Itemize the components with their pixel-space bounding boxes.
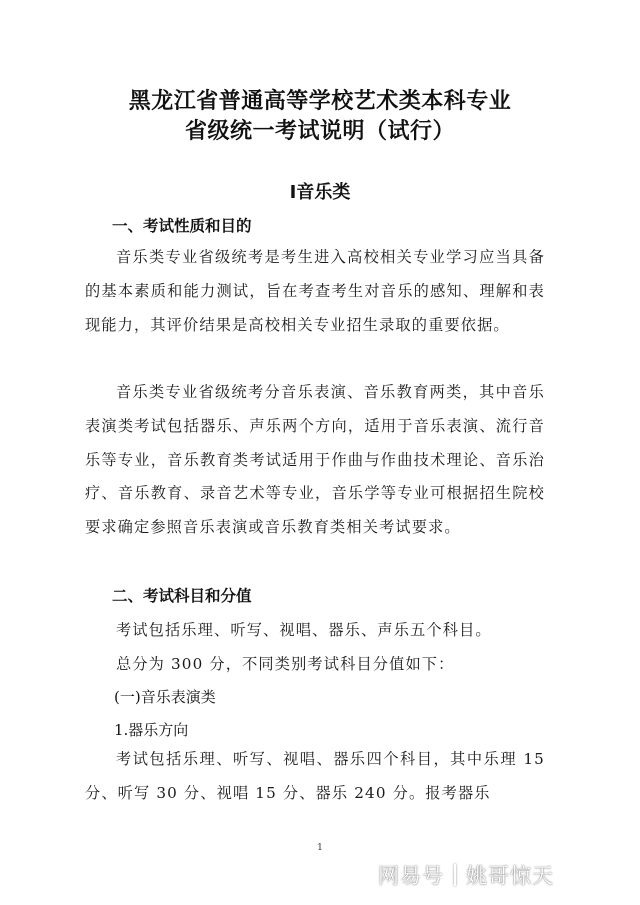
subjects-line: 考试包括乐理、听写、视唱、器乐、声乐五个科目。 xyxy=(116,621,492,639)
watermark-separator xyxy=(454,864,456,886)
paragraph-exam-categories: 音乐类专业省级统考分音乐表演、音乐教育两类，其中音乐表演类考试包括器乐、声乐两个方向，适用于音乐表演、流行音乐等专业，音乐教育类考试适用于作曲与作曲技术理论、音乐治疗、音乐教育、录音艺术等专业，音乐学等专业可根据招生院校要求确定参照音乐表演或音乐教育类相关考试要求。 xyxy=(85,383,545,537)
section-heading: Ⅰ音乐类 xyxy=(289,182,351,203)
document-title-line-2: 省级统一考试说明（试行） xyxy=(184,119,455,144)
heading-exam-subjects: 二、考试科目和分值 xyxy=(112,587,252,605)
watermark xyxy=(378,858,554,892)
subheading-instrumental: 1.器乐方向 xyxy=(114,721,189,739)
paragraph-exam-purpose: 音乐类专业省级统考是考生进入高校相关专业学习应当具备的基本素质和能力测试，旨在考查考生对音乐的感知、理解和表现能力，其评价结果是高校相关专业招生录取的重要依据。 xyxy=(85,248,545,334)
document-title-line-1: 黑龙江省普通高等学校艺术类本科专业 xyxy=(128,89,512,114)
paragraph-instrumental-scores: 考试包括乐理、听写、视唱、器乐四个科目，其中乐理 15 分、听写 30 分、视唱 15 分、器乐 240 分。报考器乐 xyxy=(85,750,545,802)
watermark-source: 网易号 xyxy=(378,864,444,888)
watermark-author: 姚哥惊天 xyxy=(466,864,554,888)
page-number: 1 xyxy=(317,843,323,853)
total-score-line: 总分为 300 分，不同类别考试科目分值如下： xyxy=(116,655,455,673)
subheading-performance: (一)音乐表演类 xyxy=(114,688,216,706)
heading-exam-nature: 一、考试性质和目的 xyxy=(112,217,252,235)
